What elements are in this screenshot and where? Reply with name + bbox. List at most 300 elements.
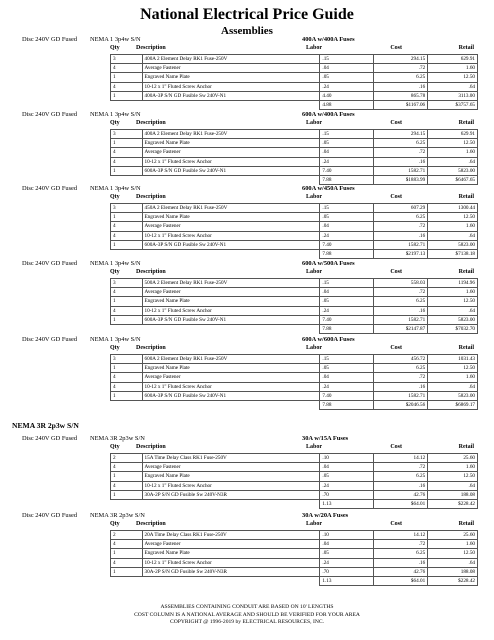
cell-labor: .04 xyxy=(320,540,374,549)
cell-qty: 1 xyxy=(111,139,143,148)
column-header-qty: Qty xyxy=(110,521,120,527)
column-header-labor: Labor xyxy=(306,269,323,275)
cell-cost: 1582.71 xyxy=(374,315,428,324)
column-header-retail: Retail xyxy=(458,120,474,126)
table-row xyxy=(111,139,478,148)
cell-qty: 1 xyxy=(111,567,143,576)
table-row xyxy=(111,240,478,249)
table-row xyxy=(111,130,478,139)
cell-cost: 607.29 xyxy=(374,204,428,213)
cell-qty: 2 xyxy=(111,531,143,540)
cell-cost: .16 xyxy=(374,558,428,567)
assembly-rating: 600A w/400A Fuses xyxy=(302,111,355,118)
cell-qty: 1 xyxy=(111,549,143,558)
cell-qty: 1 xyxy=(111,364,143,373)
assembly-type: NEMA 3R 2p3w S/N xyxy=(90,435,145,442)
cell-retail: 1.60 xyxy=(428,222,478,231)
cell-retail: 12.50 xyxy=(428,549,478,558)
column-header-row xyxy=(110,269,478,277)
column-header-cost: Cost xyxy=(390,120,402,126)
cell-retail: 1.60 xyxy=(428,540,478,549)
column-header-row xyxy=(110,521,478,529)
cell-retail: 629.91 xyxy=(428,130,478,139)
cell-labor: 7.40 xyxy=(320,315,374,324)
column-header-row xyxy=(110,194,478,202)
cell-retail: .64 xyxy=(428,157,478,166)
cell-retail: 629.91 xyxy=(428,55,478,64)
cell-cost: 558.03 xyxy=(374,279,428,288)
cell-qty: 1 xyxy=(111,297,143,306)
table-row xyxy=(111,472,478,481)
table-row xyxy=(111,531,478,540)
table-row xyxy=(111,315,478,324)
assembly-rating: 600A w/500A Fuses xyxy=(302,260,355,267)
cell-labor: 4.40 xyxy=(320,91,374,100)
table-row xyxy=(111,148,478,157)
table-row xyxy=(111,373,478,382)
cell-qty: 1 xyxy=(111,73,143,82)
cell-qty: 1 xyxy=(111,213,143,222)
cell-labor: 7.40 xyxy=(320,240,374,249)
table-row xyxy=(111,540,478,549)
cell-cost: .72 xyxy=(374,64,428,73)
cell-labor: .15 xyxy=(320,130,374,139)
cell-retail: 5823.00 xyxy=(428,240,478,249)
column-header-description: Description xyxy=(136,194,166,200)
table-row xyxy=(111,454,478,463)
cell-cost: 42.76 xyxy=(374,567,428,576)
cell-description: Engraved Name Plate xyxy=(142,549,320,558)
cell-retail: .64 xyxy=(428,481,478,490)
cell-labor: .70 xyxy=(320,567,374,576)
table-row xyxy=(111,55,478,64)
column-header-description: Description xyxy=(136,521,166,527)
total-row xyxy=(111,325,478,334)
cell-description: Engraved Name Plate xyxy=(142,297,320,306)
table-row xyxy=(111,82,478,91)
blank-cell xyxy=(142,101,320,110)
blank-cell xyxy=(111,101,143,110)
cell-retail: .64 xyxy=(428,382,478,391)
total-retail: $3757.65 xyxy=(428,101,478,110)
assembly-type: NEMA 3R 2p3w S/N xyxy=(90,512,145,519)
assembly-type: NEMA 1 3p4w S/N xyxy=(90,260,141,267)
cell-description: 400A-3P S/N GD Fusible Sw 240V-N1 xyxy=(142,91,320,100)
blank-cell xyxy=(111,176,143,185)
total-cost: $2046.56 xyxy=(374,401,428,410)
cell-retail: 1031.43 xyxy=(428,355,478,364)
line-items-table xyxy=(110,453,478,509)
column-header-row xyxy=(110,444,478,452)
cell-retail: 1194.96 xyxy=(428,279,478,288)
cell-description: Average Fastener xyxy=(142,373,320,382)
cell-retail: 12.50 xyxy=(428,472,478,481)
cell-qty: 4 xyxy=(111,558,143,567)
column-header-qty: Qty xyxy=(110,120,120,126)
table-row xyxy=(111,391,478,400)
cell-description: Average Fastener xyxy=(142,540,320,549)
cell-cost: 6.25 xyxy=(374,472,428,481)
blank-cell xyxy=(142,250,320,259)
cell-qty: 1 xyxy=(111,391,143,400)
cell-cost: 294.15 xyxy=(374,55,428,64)
total-cost: $64.01 xyxy=(374,500,428,509)
cell-description: 600A-3P S/N GD Fusible Sw 240V-N1 xyxy=(142,240,320,249)
assembly-category: Disc 240V GD Fused xyxy=(22,36,78,43)
cell-labor: .04 xyxy=(320,222,374,231)
table-row xyxy=(111,157,478,166)
cell-labor: .05 xyxy=(320,73,374,82)
column-header-cost: Cost xyxy=(390,194,402,200)
blank-cell xyxy=(142,401,320,410)
column-header-retail: Retail xyxy=(458,269,474,275)
cell-qty: 4 xyxy=(111,64,143,73)
assembly-type: NEMA 1 3p4w S/N xyxy=(90,336,141,343)
total-cost: $1883.99 xyxy=(374,176,428,185)
column-header-retail: Retail xyxy=(458,194,474,200)
total-row xyxy=(111,577,478,586)
assembly-rating: 400A w/400A Fuses xyxy=(302,36,355,43)
column-header-labor: Labor xyxy=(306,120,323,126)
total-labor: 4.88 xyxy=(320,101,374,110)
cell-qty: 4 xyxy=(111,382,143,391)
page-subtitle: Assemblies xyxy=(221,25,273,37)
cell-cost: .72 xyxy=(374,540,428,549)
assembly-rating: 30A w/20A Fuses xyxy=(302,512,349,519)
column-header-retail: Retail xyxy=(458,345,474,351)
cell-description: Average Fastener xyxy=(142,64,320,73)
cell-qty: 1 xyxy=(111,240,143,249)
blank-cell xyxy=(111,325,143,334)
cell-labor: .05 xyxy=(320,297,374,306)
assembly-type: NEMA 1 3p4w S/N xyxy=(90,111,141,118)
cell-retail: 25.60 xyxy=(428,531,478,540)
column-header-description: Description xyxy=(136,45,166,51)
cell-retail: 12.50 xyxy=(428,297,478,306)
cell-retail: 12.50 xyxy=(428,213,478,222)
cell-qty: 4 xyxy=(111,373,143,382)
column-header-cost: Cost xyxy=(390,521,402,527)
cell-cost: .72 xyxy=(374,463,428,472)
cell-cost: .16 xyxy=(374,231,428,240)
cell-labor: .24 xyxy=(320,481,374,490)
cell-description: 600A 2 Element Delay RK1 Fuse-250V xyxy=(142,355,320,364)
total-labor: 1.13 xyxy=(320,500,374,509)
table-row xyxy=(111,73,478,82)
cell-qty: 3 xyxy=(111,279,143,288)
cell-qty: 4 xyxy=(111,288,143,297)
cell-qty: 3 xyxy=(111,355,143,364)
column-header-description: Description xyxy=(136,269,166,275)
cell-retail: 1300.44 xyxy=(428,204,478,213)
cell-labor: .24 xyxy=(320,157,374,166)
column-header-cost: Cost xyxy=(390,269,402,275)
cell-qty: 3 xyxy=(111,130,143,139)
column-header-row xyxy=(110,45,478,53)
total-row xyxy=(111,500,478,509)
total-cost: $1167.06 xyxy=(374,101,428,110)
table-row xyxy=(111,549,478,558)
total-labor: 7.88 xyxy=(320,176,374,185)
cell-cost: 6.25 xyxy=(374,364,428,373)
total-row xyxy=(111,101,478,110)
cell-labor: .04 xyxy=(320,64,374,73)
table-row xyxy=(111,463,478,472)
line-items-table xyxy=(110,530,478,586)
table-row xyxy=(111,490,478,499)
cell-cost: .16 xyxy=(374,481,428,490)
table-row xyxy=(111,288,478,297)
cell-labor: .70 xyxy=(320,490,374,499)
cell-retail: 188.08 xyxy=(428,567,478,576)
cell-retail: 12.50 xyxy=(428,364,478,373)
column-header-description: Description xyxy=(136,345,166,351)
cell-qty: 1 xyxy=(111,166,143,175)
total-row xyxy=(111,401,478,410)
cell-cost: 6.25 xyxy=(374,297,428,306)
cell-cost: 294.15 xyxy=(374,130,428,139)
line-items-table xyxy=(110,203,478,259)
table-row xyxy=(111,222,478,231)
page-title: National Electrical Price Guide xyxy=(140,6,354,23)
cell-retail: 1.60 xyxy=(428,373,478,382)
cell-cost: .72 xyxy=(374,148,428,157)
cell-cost: .16 xyxy=(374,382,428,391)
cell-retail: 25.60 xyxy=(428,454,478,463)
cell-labor: .24 xyxy=(320,306,374,315)
table-row xyxy=(111,481,478,490)
column-header-labor: Labor xyxy=(306,45,323,51)
cell-description: Engraved Name Plate xyxy=(142,213,320,222)
cell-description: 10-12 x 1" Fluted Screw Anchor xyxy=(142,157,320,166)
assembly-category: Disc 240V GD Fused xyxy=(22,260,78,267)
table-row xyxy=(111,279,478,288)
cell-labor: .24 xyxy=(320,382,374,391)
cell-description: Average Fastener xyxy=(142,222,320,231)
column-header-description: Description xyxy=(136,120,166,126)
cell-cost: 1582.71 xyxy=(374,391,428,400)
assembly-rating: 600A w/450A Fuses xyxy=(302,185,355,192)
cell-labor: .24 xyxy=(320,82,374,91)
cell-labor: .15 xyxy=(320,204,374,213)
cell-labor: .05 xyxy=(320,139,374,148)
cell-labor: .15 xyxy=(320,279,374,288)
cell-cost: .16 xyxy=(374,82,428,91)
blank-cell xyxy=(142,577,320,586)
column-header-cost: Cost xyxy=(390,444,402,450)
cell-retail: 5823.00 xyxy=(428,315,478,324)
total-retail: $7032.70 xyxy=(428,325,478,334)
cell-labor: .15 xyxy=(320,55,374,64)
cell-description: Engraved Name Plate xyxy=(142,73,320,82)
line-items-table xyxy=(110,278,478,334)
table-row xyxy=(111,355,478,364)
cell-description: Engraved Name Plate xyxy=(142,364,320,373)
total-labor: 7.88 xyxy=(320,401,374,410)
column-header-qty: Qty xyxy=(110,194,120,200)
cell-cost: 14.12 xyxy=(374,454,428,463)
total-cost: $2147.87 xyxy=(374,325,428,334)
blank-cell xyxy=(111,250,143,259)
cell-cost: 1582.71 xyxy=(374,240,428,249)
total-labor: 7.88 xyxy=(320,250,374,259)
cell-description: 10-12 x 1" Fluted Screw Anchor xyxy=(142,481,320,490)
cell-retail: .64 xyxy=(428,558,478,567)
cell-cost: 6.25 xyxy=(374,73,428,82)
blank-cell xyxy=(142,500,320,509)
cell-description: 15A Time Delay Class RK1 Fuse-250V xyxy=(142,454,320,463)
total-retail: $228.42 xyxy=(428,500,478,509)
total-cost: $2197.13 xyxy=(374,250,428,259)
cell-labor: .04 xyxy=(320,288,374,297)
cell-retail: 5823.00 xyxy=(428,391,478,400)
table-row xyxy=(111,64,478,73)
table-row xyxy=(111,558,478,567)
footer-line: ASSEMBLIES CONTAINING CONDUIT ARE BASED ON 10' LENGTHS xyxy=(160,604,334,610)
cell-description: Average Fastener xyxy=(142,463,320,472)
cell-retail: 12.50 xyxy=(428,73,478,82)
cell-cost: .72 xyxy=(374,222,428,231)
cell-labor: .24 xyxy=(320,231,374,240)
cell-qty: 4 xyxy=(111,222,143,231)
cell-cost: 6.25 xyxy=(374,549,428,558)
cell-retail: 3113.00 xyxy=(428,91,478,100)
cell-description: 450A 2 Element Delay RK1 Fuse-250V xyxy=(142,204,320,213)
cell-qty: 4 xyxy=(111,306,143,315)
cell-qty: 2 xyxy=(111,454,143,463)
cell-qty: 4 xyxy=(111,463,143,472)
assembly-type: NEMA 1 3p4w S/N xyxy=(90,185,141,192)
assembly-category: Disc 240V GD Fused xyxy=(22,185,78,192)
cell-labor: .04 xyxy=(320,148,374,157)
blank-cell xyxy=(111,500,143,509)
column-header-labor: Labor xyxy=(306,194,323,200)
cell-description: Engraved Name Plate xyxy=(142,472,320,481)
cell-description: 10-12 x 1" Fluted Screw Anchor xyxy=(142,82,320,91)
footer-line: COST COLUMN IS A NATIONAL AVERAGE AND SHOULD BE VERIFIED FOR YOUR AREA xyxy=(134,611,360,618)
cell-cost: 6.25 xyxy=(374,213,428,222)
line-items-table xyxy=(110,54,478,110)
table-row xyxy=(111,306,478,315)
cell-description: 600A-3P S/N GD Fusible Sw 240V-N1 xyxy=(142,391,320,400)
cell-cost: .72 xyxy=(374,373,428,382)
total-retail: $228.42 xyxy=(428,577,478,586)
total-retail: $7138.18 xyxy=(428,250,478,259)
total-cost: $64.01 xyxy=(374,577,428,586)
table-row xyxy=(111,364,478,373)
cell-description: 400A 2 Element Delay RK1 Fuse-250V xyxy=(142,130,320,139)
cell-cost: 6.25 xyxy=(374,139,428,148)
cell-retail: 1.60 xyxy=(428,64,478,73)
column-header-retail: Retail xyxy=(458,45,474,51)
total-retail: $6869.17 xyxy=(428,401,478,410)
cell-description: 30A-2P S/N GD Fusible Sw 240V-N3R xyxy=(142,490,320,499)
assembly-category: Disc 240V GD Fused xyxy=(22,512,78,519)
cell-qty: 1 xyxy=(111,472,143,481)
cell-description: 10-12 x 1" Fluted Screw Anchor xyxy=(142,306,320,315)
cell-qty: 4 xyxy=(111,148,143,157)
cell-cost: 456.72 xyxy=(374,355,428,364)
table-row xyxy=(111,567,478,576)
cell-description: 30A-2P S/N GD Fusible Sw 240V-N3R xyxy=(142,567,320,576)
cell-description: Average Fastener xyxy=(142,148,320,157)
cell-qty: 4 xyxy=(111,231,143,240)
column-header-row xyxy=(110,120,478,128)
footer-line: COPYRIGHT @ 1996-2019 by ELECTRICAL RESOURCES, INC. xyxy=(169,619,324,626)
column-header-qty: Qty xyxy=(110,45,120,51)
cell-retail: 1.60 xyxy=(428,463,478,472)
blank-cell xyxy=(111,401,143,410)
cell-qty: 4 xyxy=(111,540,143,549)
cell-qty: 1 xyxy=(111,490,143,499)
cell-retail: 1.60 xyxy=(428,288,478,297)
cell-labor: .10 xyxy=(320,531,374,540)
cell-qty: 1 xyxy=(111,315,143,324)
cell-retail: .64 xyxy=(428,82,478,91)
column-header-qty: Qty xyxy=(110,269,120,275)
table-row xyxy=(111,231,478,240)
column-header-cost: Cost xyxy=(390,345,402,351)
cell-labor: .05 xyxy=(320,364,374,373)
group-heading: NEMA 3R 2p3w S/N xyxy=(12,421,79,430)
cell-description: 500A 2 Element Delay RK1 Fuse-250V xyxy=(142,279,320,288)
cell-qty: 4 xyxy=(111,157,143,166)
total-labor: 1.13 xyxy=(320,577,374,586)
cell-description: 20A Time Delay Class RK1 Fuse-250V xyxy=(142,531,320,540)
assembly-type: NEMA 1 3p4w S/N xyxy=(90,36,141,43)
cell-description: Average Fastener xyxy=(142,288,320,297)
cell-labor: 7.40 xyxy=(320,166,374,175)
cell-qty: 3 xyxy=(111,204,143,213)
column-header-qty: Qty xyxy=(110,345,120,351)
column-header-description: Description xyxy=(136,444,166,450)
cell-labor: .05 xyxy=(320,472,374,481)
column-header-qty: Qty xyxy=(110,444,120,450)
cell-description: 10-12 x 1" Fluted Screw Anchor xyxy=(142,382,320,391)
assembly-category: Disc 240V GD Fused xyxy=(22,111,78,118)
cell-labor: .04 xyxy=(320,373,374,382)
cell-qty: 1 xyxy=(111,91,143,100)
cell-cost: .72 xyxy=(374,288,428,297)
column-header-labor: Labor xyxy=(306,345,323,351)
line-items-table xyxy=(110,129,478,185)
cell-retail: 5823.00 xyxy=(428,166,478,175)
column-header-labor: Labor xyxy=(306,444,323,450)
cell-cost: .16 xyxy=(374,306,428,315)
total-row xyxy=(111,176,478,185)
table-row xyxy=(111,382,478,391)
cell-cost: 865.78 xyxy=(374,91,428,100)
total-retail: $6467.65 xyxy=(428,176,478,185)
cell-description: 600A-3P S/N GD Fusible Sw 240V-N1 xyxy=(142,166,320,175)
column-header-labor: Labor xyxy=(306,521,323,527)
cell-labor: .05 xyxy=(320,213,374,222)
assembly-rating: 600A w/600A Fuses xyxy=(302,336,355,343)
cell-labor: .04 xyxy=(320,463,374,472)
cell-cost: .16 xyxy=(374,157,428,166)
total-row xyxy=(111,250,478,259)
cell-cost: 14.12 xyxy=(374,531,428,540)
cell-retail: .64 xyxy=(428,306,478,315)
blank-cell xyxy=(142,176,320,185)
cell-labor: 7.40 xyxy=(320,391,374,400)
column-header-cost: Cost xyxy=(390,45,402,51)
cell-retail: .64 xyxy=(428,231,478,240)
assembly-rating: 30A w/15A Fuses xyxy=(302,435,349,442)
assembly-category: Disc 240V GD Fused xyxy=(22,336,78,343)
cell-qty: 3 xyxy=(111,55,143,64)
line-items-table xyxy=(110,354,478,410)
